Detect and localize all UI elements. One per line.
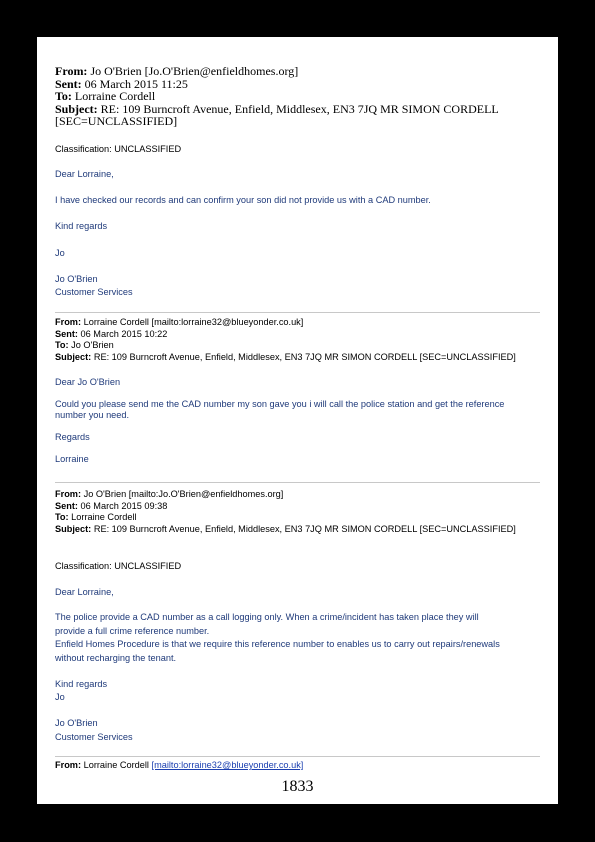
email3-header [55,489,516,535]
sent-label: Sent: [55,328,78,339]
email3-classification: Classification: UNCLASSIFIED [55,561,182,571]
email3-signoff: Jo [55,692,65,702]
email3-body-line2: provide a full crime reference number. [55,626,210,636]
subject-label: Subject: [55,523,92,534]
email4-from-name: Lorraine Cordell [83,760,149,770]
to-label: To: [55,89,72,103]
email3-sig-dept: Customer Services [55,732,133,742]
to-label: To: [55,512,69,523]
from-label: From: [55,64,88,78]
email1-header [55,65,515,128]
divider [55,756,540,757]
email1-subject: RE: 109 Burncroft Avenue, Enfield, Middlesex, EN3 7JQ MR SIMON CORDELL [100,101,499,116]
email1-from: Jo O'Brien [Jo.O'Brien@enfieldhomes.org] [90,64,299,78]
page-number: 1833 [281,778,314,795]
to-label: To: [55,340,69,351]
email1-to: Lorraine Cordell [74,89,156,103]
email2-body-line2: number you need. [55,410,130,420]
email4-mailto-link[interactable]: [mailto:lorraine32@blueyonder.co.uk] [151,760,304,770]
email4-header [55,760,303,772]
email1-classification: Classification: UNCLASSIFIED [55,144,182,154]
email1-sig-dept: Customer Services [55,287,133,297]
email1-greeting: Dear Lorraine, [55,169,114,179]
email3-sent: 06 March 2015 09:38 [80,500,168,511]
sent-label: Sent: [55,76,82,91]
subject-label: Subject: [55,351,92,362]
divider [55,312,540,313]
document-page [37,37,558,804]
email2-greeting: Dear Jo O'Brien [55,377,121,387]
email3-body-line3: Enfield Homes Procedure is that we require this reference number to enables us to carry out repairs/renewals [55,639,500,649]
email1-body: I have checked our records and can confirm your son did not provide us with a CAD number. [55,195,431,205]
from-label: From: [55,760,82,770]
email3-to: Lorraine Cordell [71,512,137,523]
email3-sig-name: Jo O'Brien [55,718,98,728]
email2-header [55,317,516,363]
email1-subject-cont: [SEC=UNCLASSIFIED] [55,114,178,128]
sent-label: Sent: [55,500,78,511]
email2-signoff: Lorraine [55,454,89,464]
email2-to: Jo O'Brien [71,340,114,351]
email2-sent: 06 March 2015 10:22 [80,328,168,339]
divider [55,482,540,483]
email3-greeting: Dear Lorraine, [55,587,114,597]
from-label: From: [55,317,82,327]
email3-from: Jo O'Brien [mailto:Jo.O'Brien@enfieldhomes.org] [83,489,284,499]
email2-subject: RE: 109 Burncroft Avenue, Enfield, Middlesex, EN3 7JQ MR SIMON CORDELL [SEC=UNCLASSIFIED] [93,351,516,362]
email3-closing: Kind regards [55,679,108,689]
email1-sig-name: Jo O'Brien [55,274,98,284]
email1-signoff: Jo [55,248,65,258]
email1-closing: Kind regards [55,221,108,231]
email2-from: Lorraine Cordell [mailto:lorraine32@blueyonder.co.uk] [83,317,304,327]
email1-sent: 06 March 2015 11:25 [84,76,188,91]
email3-body-line1: The police provide a CAD number as a call logging only. When a crime/incident has taken place they will [55,612,479,622]
email2-body-line1: Could you please send me the CAD number my son gave you i will call the police station and get the reference [55,399,505,409]
email2-closing: Regards [55,432,90,442]
email3-subject: RE: 109 Burncroft Avenue, Enfield, Middlesex, EN3 7JQ MR SIMON CORDELL [SEC=UNCLASSIFIED] [93,523,516,534]
subject-label: Subject: [55,101,98,116]
email3-body-line4: without recharging the tenant. [55,653,177,663]
from-label: From: [55,489,82,499]
